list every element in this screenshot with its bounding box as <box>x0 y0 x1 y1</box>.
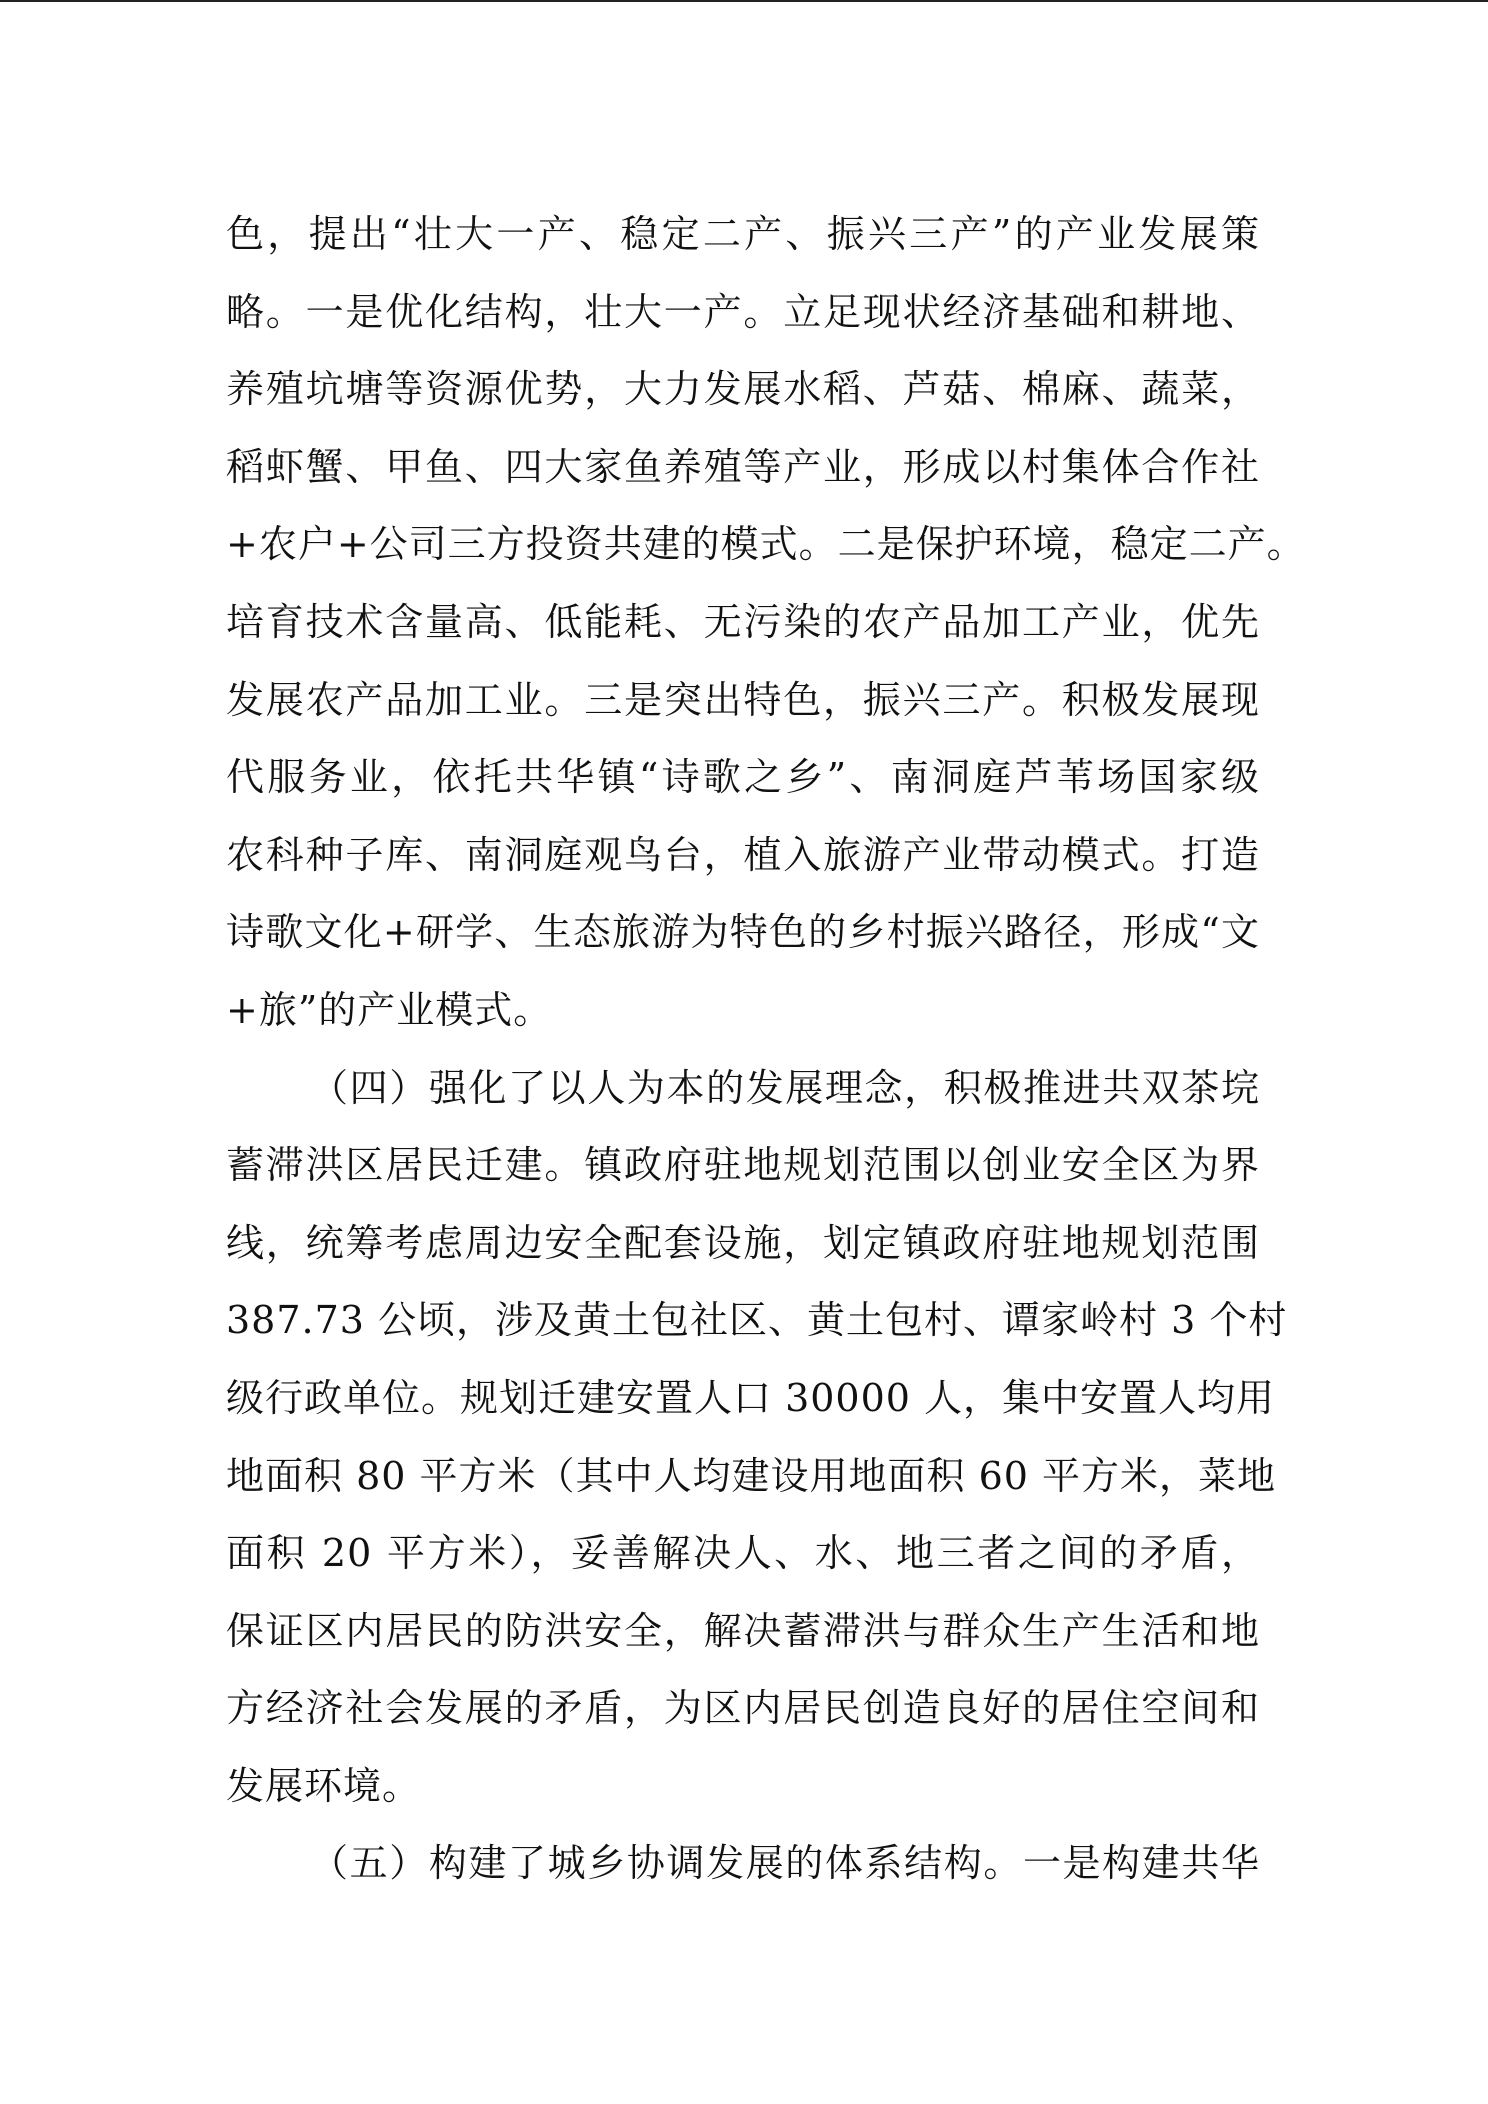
text-line: 发展农产品加工业。三是突出特色，振兴三产。积极发展现 <box>226 677 1260 722</box>
text-line: 诗歌文化+研学、生态旅游为特色的乡村振兴路径，形成“文 <box>226 910 1260 955</box>
section-heading-line: （五）构建了城乡协调发展的体系结构。一是构建共华 <box>310 1841 1260 1886</box>
document-body <box>226 196 1306 1903</box>
text-line: 面积 20 平方米），妥善解决人、水、地三者之间的矛盾， <box>226 1531 1260 1576</box>
text-line: 略。一是优化结构，壮大一产。立足现状经济基础和耕地、 <box>226 289 1260 334</box>
text-line: 色，提出“壮大一产、稳定二产、振兴三产”的产业发展策 <box>226 212 1260 256</box>
top-border-line <box>0 0 1488 2</box>
text-line: 农科种子库、南洞庭观鸟台，植入旅游产业带动模式。打造 <box>226 832 1260 877</box>
text-line: 蓄滞洪区居民迁建。镇政府驻地规划范围以创业安全区为界 <box>226 1143 1260 1188</box>
text-line: 387.73 公顷，涉及黄土包社区、黄土包村、谭家岭村 3 个村 <box>226 1298 1288 1343</box>
paragraph-end-line: +旅”的产业模式。 <box>226 987 553 1032</box>
section-heading-line: （四）强化了以人为本的发展理念，积极推进共双茶垸 <box>310 1065 1260 1110</box>
text-line: 养殖坑塘等资源优势，大力发展水稻、芦菇、棉麻、蔬菜， <box>226 367 1260 412</box>
text-line: 代服务业，依托共华镇“诗歌之乡”、南洞庭芦苇场国家级 <box>226 755 1260 800</box>
text-line: 稻虾蟹、甲鱼、四大家鱼养殖等产业，形成以村集体合作社 <box>226 444 1260 489</box>
paragraph-end-line: 发展环境。 <box>226 1763 422 1808</box>
text-line: 线，统筹考虑周边安全配套设施，划定镇政府驻地规划范围 <box>226 1220 1260 1265</box>
text-line: 培育技术含量高、低能耗、无污染的农产品加工产业，优先 <box>226 599 1260 644</box>
text-line: +农户+公司三方投资共建的模式。二是保护环境，稳定二产。 <box>226 522 1306 567</box>
text-line: 方经济社会发展的矛盾，为区内居民创造良好的居住空间和 <box>226 1686 1260 1731</box>
text-line: 保证区内居民的防洪安全，解决蓄滞洪与群众生产生活和地 <box>226 1608 1260 1653</box>
text-line: 级行政单位。规划迁建安置人口 30000 人，集中安置人均用 <box>226 1375 1276 1420</box>
text-line: 地面积 80 平方米（其中人均建设用地面积 60 平方米，菜地 <box>226 1453 1277 1498</box>
